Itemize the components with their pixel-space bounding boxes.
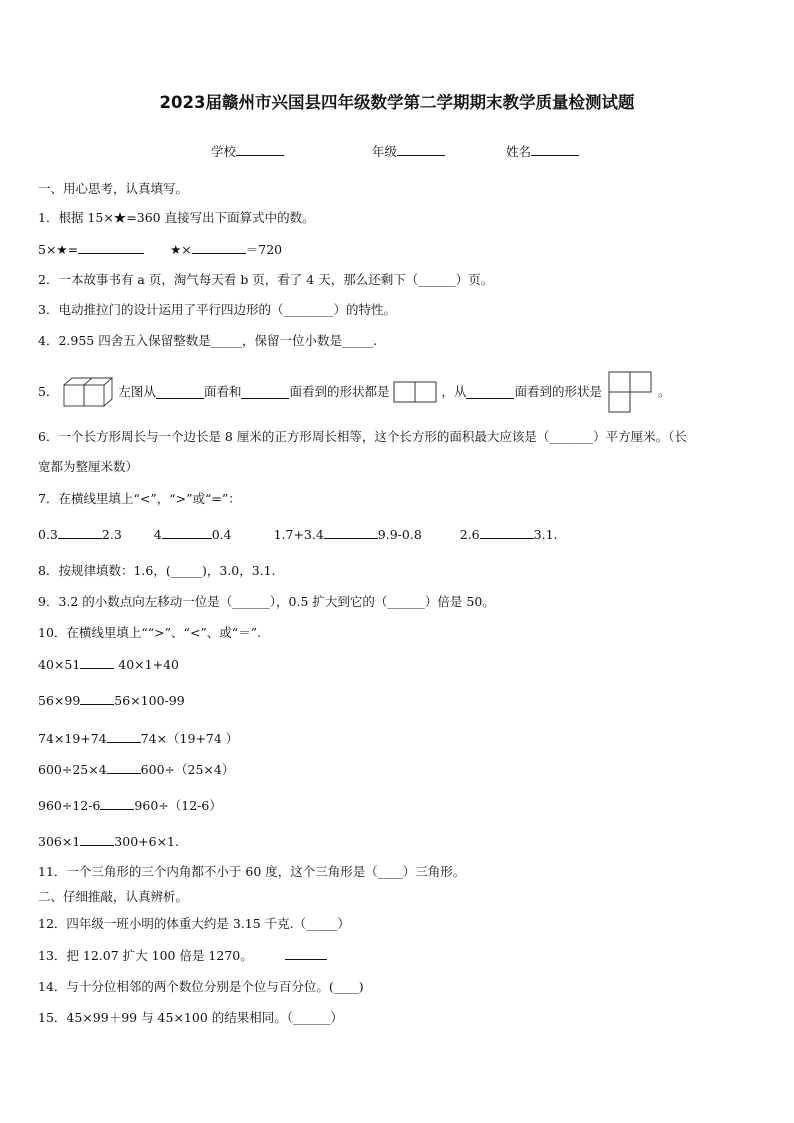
- q7-blank-3[interactable]: [324, 526, 378, 539]
- question-7: 7．在横线里填上“<”，“>”或“=”：: [38, 491, 241, 506]
- question-2: 2．一本故事书有 a 页，淘气每天看 b 页，看了 4 天，那么还剩下（______）页。: [38, 272, 494, 287]
- name-blank[interactable]: [531, 143, 579, 156]
- l-shape-figure: [606, 370, 654, 414]
- q10-left-3: 74×19+74: [38, 731, 107, 746]
- q7-left-2: 4: [153, 527, 162, 542]
- q5-text-5: 面看到的形状是: [514, 384, 602, 399]
- q10-blank-2[interactable]: [80, 692, 114, 705]
- q10-blank-3[interactable]: [107, 730, 141, 743]
- q1-blank-a[interactable]: [78, 241, 144, 254]
- q10-item-2: [38, 692, 185, 709]
- q10-item-6: [38, 833, 179, 850]
- q10-blank-5[interactable]: [100, 797, 134, 810]
- q10-blank-6[interactable]: [80, 833, 114, 846]
- q7-blank-2[interactable]: [162, 526, 212, 539]
- q5-text-1: 左图从: [118, 384, 156, 399]
- q10-left-6: 306×1: [38, 834, 81, 849]
- q10-item-5: [38, 797, 222, 814]
- question-9: 9．3.2 的小数点向左移动一位是（______），0.5 扩大到它的（______）倍是 50。: [38, 594, 495, 609]
- question-13: [38, 947, 327, 964]
- q7-right-3: 9.9-0.8: [377, 527, 422, 542]
- q7-right-4: 3.1.: [533, 527, 558, 542]
- q5-blank-2[interactable]: [241, 386, 289, 399]
- q10-blank-4[interactable]: [107, 761, 141, 774]
- q5-text-6: 。: [657, 384, 671, 399]
- name-field[interactable]: [506, 142, 579, 160]
- question-12: 12．四年级一班小明的体重大约是 3.15 千克.（_____）: [38, 916, 350, 931]
- grade-field[interactable]: [372, 142, 445, 160]
- name-label: 姓名: [506, 144, 532, 159]
- question-8: 8．按规律填数：1.6，(_____)，3.0，3.1.: [38, 563, 276, 578]
- question-4: 4．2.955 四舍五入保留整数是_____，保留一位小数是_____.: [38, 333, 378, 348]
- question-1-sub: [38, 241, 282, 258]
- q1-blank-b[interactable]: [192, 241, 246, 254]
- school-blank[interactable]: [236, 143, 284, 156]
- question-14: 14．与十分位相邻的两个数位分别是个位与百分位。(____): [38, 979, 364, 994]
- two-square-row-figure: [393, 380, 437, 404]
- q10-right-2: 56×100-99: [114, 693, 185, 708]
- q10-left-5: 960÷12-6: [38, 798, 101, 813]
- cube-stack-figure: [62, 375, 114, 409]
- question-3: 3．电动推拉门的设计运用了平行四边形的（________）的特性。: [38, 302, 396, 317]
- section-heading-2: 二、仔细推敲，认真辨析。: [38, 889, 189, 904]
- question-10: 10．在横线里填上““>”、“<”、或“＝”.: [38, 625, 262, 640]
- q10-item-1: [38, 656, 179, 673]
- q5-text-3: 面看到的形状都是: [289, 384, 390, 399]
- q10-right-1: 40×1+40: [118, 657, 179, 672]
- q10-left-2: 56×99: [38, 693, 81, 708]
- q10-item-4: [38, 761, 234, 778]
- question-7-items: [38, 526, 558, 543]
- q7-left-4: 2.6: [459, 527, 480, 542]
- question-15: 15．45×99＋99 与 45×100 的结果相同。（______）: [38, 1010, 344, 1025]
- q10-right-5: 960÷（12-6）: [134, 798, 222, 813]
- q7-right-1: 2.3: [101, 527, 122, 542]
- grade-blank[interactable]: [397, 143, 445, 156]
- q10-right-4: 600÷（25×4）: [140, 762, 235, 777]
- question-1: 1．根据 15×★=360 直接写出下面算式中的数。: [38, 210, 315, 225]
- question-5: [38, 370, 670, 406]
- q13-text: 13．把 12.07 扩大 100 倍是 1270。: [38, 948, 253, 963]
- q5-number: 5．: [38, 384, 59, 399]
- question-6-line-2: 宽都为整厘米数）: [38, 459, 139, 474]
- q7-blank-4[interactable]: [480, 526, 534, 539]
- q10-item-3: [38, 730, 238, 747]
- question-6-line-1: 6．一个长方形周长与一个边长是 8 厘米的正方形周长相等，这个长方形的面积最大应该是（_______）平方厘米。（长: [38, 429, 687, 444]
- section-heading-1: 一、用心思考，认真填写。: [38, 181, 189, 196]
- q10-left-4: 600÷25×4: [38, 762, 107, 777]
- q1-part-a: 5×★=: [38, 242, 79, 257]
- q1-part-b: ★×: [170, 242, 192, 257]
- q10-right-6: 300+6×1.: [114, 834, 179, 849]
- q10-right-3: 74×（19+74 ）: [140, 731, 239, 746]
- q13-blank[interactable]: [285, 947, 327, 960]
- q7-left-1: 0.3: [38, 527, 58, 542]
- q5-text-4: ，从: [441, 384, 467, 399]
- q5-text-2: 面看和: [203, 384, 242, 399]
- q7-blank-1[interactable]: [58, 526, 102, 539]
- q10-blank-1[interactable]: [80, 656, 114, 669]
- school-label: 学校: [211, 144, 237, 159]
- school-field[interactable]: [211, 142, 284, 160]
- q7-right-2: 0.4: [211, 527, 232, 542]
- q5-blank-3[interactable]: [466, 386, 514, 399]
- question-11: 11．一个三角形的三个内角都不小于 60 度，这个三角形是（____）三角形。: [38, 864, 466, 879]
- page-title: 2023届赣州市兴国县四年级数学第二学期期末教学质量检测试题: [159, 93, 635, 112]
- q7-left-3: 1.7+3.4: [273, 527, 324, 542]
- q10-left-1: 40×51: [38, 657, 81, 672]
- grade-label: 年级: [372, 144, 398, 159]
- q5-blank-1[interactable]: [156, 386, 204, 399]
- q1-part-b-result: ＝720: [245, 242, 283, 257]
